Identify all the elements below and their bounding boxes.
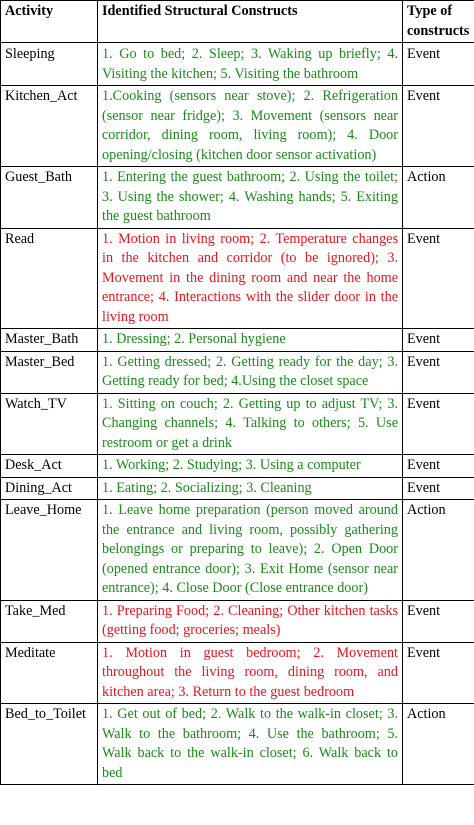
table-row: [1, 704, 474, 785]
type-cell: Event: [403, 477, 474, 500]
type-cell: Event: [403, 228, 474, 329]
table-row: [1, 455, 474, 478]
activity-cell: Read: [1, 228, 98, 329]
constructs-cell: 1. Preparing Food; 2. Cleaning; Other kitchen tasks (getting food; groceries; meals): [98, 600, 403, 642]
table-row: [1, 43, 474, 86]
constructs-cell: 1. Motion in guest bedroom; 2. Movement throughout the living room, dining room, and kitchen area; 3. Return to the guest bedroom: [98, 642, 403, 704]
activity-cell: Take_Med: [1, 600, 98, 642]
constructs-cell: 1. Working; 2. Studying; 3. Using a computer: [98, 455, 403, 478]
constructs-cell: 1. Sitting on couch; 2. Getting up to adjust TV; 3. Changing channels; 4. Talking to others; 5. Use restroom or get a drink: [98, 393, 403, 455]
type-cell: Action: [403, 704, 474, 785]
table-row: [1, 393, 474, 455]
header-row: [1, 1, 474, 43]
activity-cell: Guest_Bath: [1, 167, 98, 229]
activity-cell: Meditate: [1, 642, 98, 704]
header-constructs: Identified Structural Constructs: [98, 1, 403, 43]
constructs-cell: 1. Go to bed; 2. Sleep; 3. Waking up briefly; 4. Visiting the kitchen; 5. Visiting the bathroom: [98, 43, 403, 86]
constructs-cell: 1. Getting dressed; 2. Getting ready for the day; 3. Getting ready for bed; 4.Using the closet space: [98, 351, 403, 393]
header-type: Type of constructs: [403, 1, 474, 43]
table-row: [1, 351, 474, 393]
type-cell: Event: [403, 393, 474, 455]
activity-cell: Master_Bed: [1, 351, 98, 393]
table-row: [1, 329, 474, 352]
table-row: [1, 477, 474, 500]
table-row: [1, 86, 474, 167]
activity-cell: Sleeping: [1, 43, 98, 86]
constructs-cell: 1. Dressing; 2. Personal hygiene: [98, 329, 403, 352]
activity-cell: Kitchen_Act: [1, 86, 98, 167]
type-cell: Action: [403, 167, 474, 229]
table-row: [1, 228, 474, 329]
activity-cell: Desk_Act: [1, 455, 98, 478]
table-row: [1, 600, 474, 642]
type-cell: Event: [403, 329, 474, 352]
constructs-cell: 1. Get out of bed; 2. Walk to the walk-in closet; 3. Walk to the bathroom; 4. Use the bathroom; 5. Walk back to the walk-in closet; 6. Walk back to bed: [98, 704, 403, 785]
constructs-cell: 1. Motion in living room; 2. Temperature changes in the kitchen and corridor (to be ignored); 3. Movement in the dining room and near the home entrance; 4. Interactions with the slider door in the living room: [98, 228, 403, 329]
table-row: [1, 642, 474, 704]
activity-cell: Leave_Home: [1, 500, 98, 601]
type-cell: Event: [403, 600, 474, 642]
type-cell: Event: [403, 642, 474, 704]
constructs-cell: 1. Leave home preparation (person moved around the entrance and living room, possibly gathering belongings or preparing to leave); 2. Open Door (opened entrance door); 3. Exit Home (sensor near entrance); 4. Close Door (Close entrance door): [98, 500, 403, 601]
table-row: [1, 500, 474, 601]
activity-cell: Bed_to_Toilet: [1, 704, 98, 785]
activity-cell: Master_Bath: [1, 329, 98, 352]
constructs-cell: 1. Eating; 2. Socializing; 3. Cleaning: [98, 477, 403, 500]
activity-cell: Dining_Act: [1, 477, 98, 500]
activity-cell: Watch_TV: [1, 393, 98, 455]
constructs-cell: 1.Cooking (sensors near stove); 2. Refrigeration (sensor near fridge); 3. Movement (sensors near corridor, dining room, living room); 4. Door opening/closing (kitchen door sensor activation): [98, 86, 403, 167]
type-cell: Action: [403, 500, 474, 601]
type-cell: Event: [403, 351, 474, 393]
header-activity: Activity: [1, 1, 98, 43]
type-cell: Event: [403, 86, 474, 167]
table-row: [1, 167, 474, 229]
type-cell: Event: [403, 43, 474, 86]
constructs-cell: 1. Entering the guest bathroom; 2. Using the toilet; 3. Using the shower; 4. Washing hands; 5. Exiting the guest bathroom: [98, 167, 403, 229]
type-cell: Event: [403, 455, 474, 478]
